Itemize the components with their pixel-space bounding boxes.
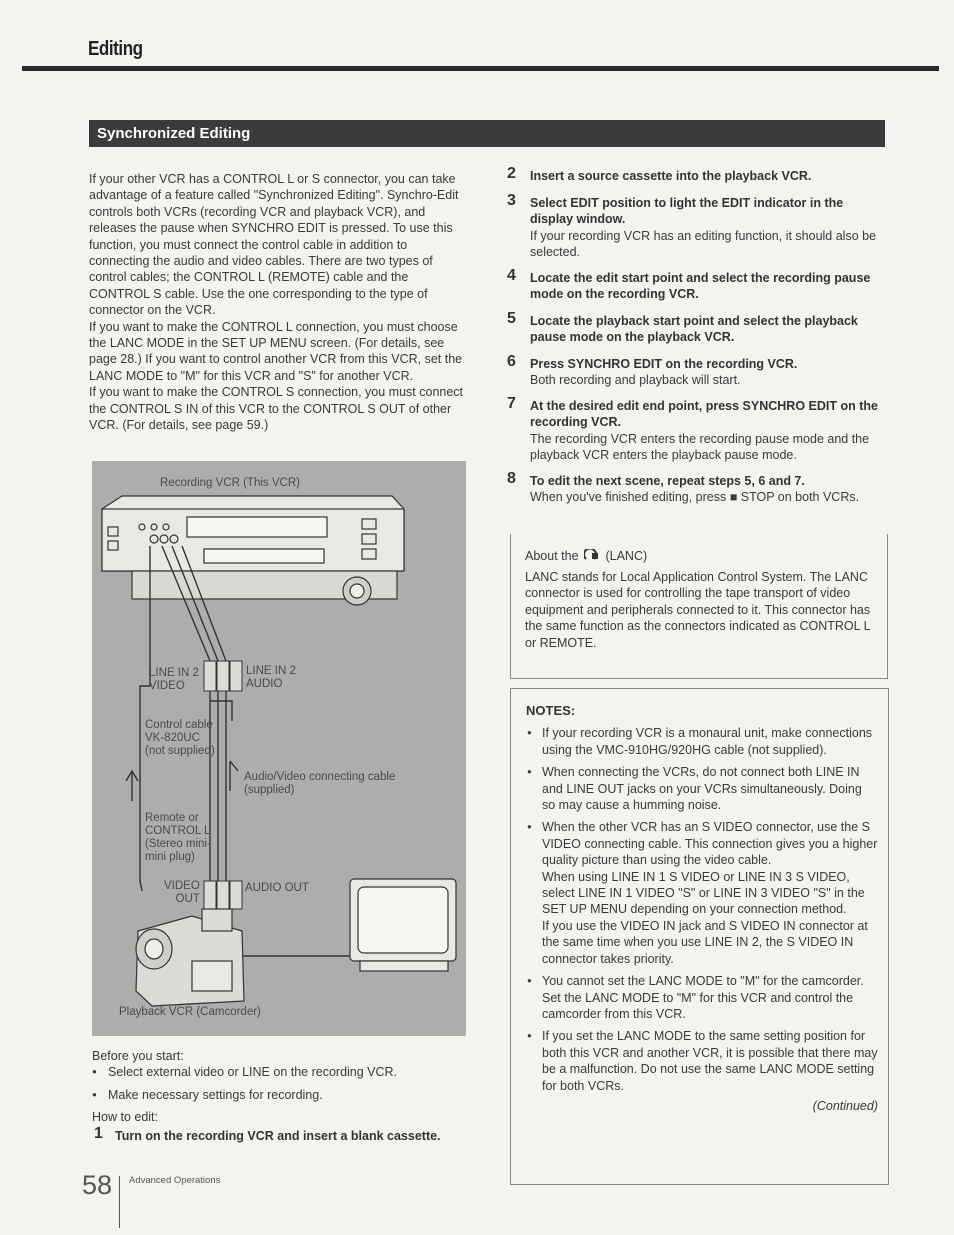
step-2 <box>507 165 887 184</box>
step-title: Press SYNCHRO EDIT on the recording VCR. <box>530 357 798 371</box>
line-in2-video-label <box>149 667 199 693</box>
label-line: AUDIO <box>246 678 283 690</box>
banner-title: Synchronized Editing <box>97 125 251 142</box>
list-item: ● Select external video or LINE on the recording VCR. <box>92 1064 472 1080</box>
label-line: LINE IN 2 <box>246 665 296 677</box>
lanc-heading-post: (LANC) <box>605 549 648 563</box>
step-7 <box>507 395 887 464</box>
label-line: (supplied) <box>244 784 295 796</box>
header-rule <box>22 66 939 71</box>
control-cable-label <box>145 719 215 758</box>
notes-box <box>510 688 889 1185</box>
playback-vcr-label: Playback VCR (Camcorder) <box>119 1006 261 1018</box>
label-line: LINE IN 2 <box>149 667 199 679</box>
step-number: 4 <box>507 267 516 284</box>
notes-title: NOTES: <box>526 703 576 718</box>
arrow-right <box>230 761 238 791</box>
lanc-icon <box>584 549 600 565</box>
camcorder-illustration <box>136 909 244 1006</box>
note-item: ● You cannot set the LANC MODE to "M" for the camcorder. Set the LANC MODE to "M" for this VCR and control the camcorder from this VCR. <box>526 973 878 1022</box>
label-line: Remote or <box>145 812 199 824</box>
page-number: 58 <box>82 1170 113 1200</box>
step-title: Locate the edit start point and select the recording pause mode on the recording VCR. <box>530 271 871 302</box>
label-line: Control cable <box>145 719 213 731</box>
step-8 <box>507 470 887 506</box>
label-line: VK-820UC <box>145 732 200 744</box>
intro-paragraph: If you want to make the CONTROL L connection, you must choose the LANC MODE in the SET UP MENU screen. (For details, see page 28.) If you want to control another VCR from this VCR, set the LANC MODE to "M" for this VCR and "S" for another VCR. <box>89 319 463 383</box>
footer-section: Advanced Operations <box>129 1175 221 1186</box>
lanc-heading <box>525 548 875 565</box>
list-item: ● Make necessary settings for recording. <box>92 1087 472 1103</box>
remote-label <box>145 812 211 864</box>
label-line: CONTROL L <box>145 825 211 837</box>
note-text: When using LINE IN 1 S VIDEO or LINE IN 3 S VIDEO, select LINE IN 1 VIDEO "S" or LINE IN 3 VIDEO "S" in the SET UP MENU depending on your connection method. <box>542 869 865 917</box>
step-title: To edit the next scene, repeat steps 5, 6 and 7. <box>530 474 805 488</box>
step-6 <box>507 353 887 389</box>
note-text: If you use the VIDEO IN jack and S VIDEO IN connector at the same time when you use LINE IN 2, the S VIDEO IN connector takes priority. <box>542 918 868 966</box>
step-title: Turn on the recording VCR and insert a blank cassette. <box>115 1128 441 1143</box>
video-out-label <box>164 880 200 906</box>
howto-heading: How to edit: <box>92 1110 159 1125</box>
step-number: 7 <box>507 395 516 412</box>
recording-vcr-label: Recording VCR (This VCR) <box>160 477 300 489</box>
step-number: 5 <box>507 310 516 327</box>
arrow-left <box>126 771 138 801</box>
note-text: ● When the other VCR has an S VIDEO connector, use the S VIDEO connecting cable. This connection gives you a higher quality picture than using the video cable. <box>542 820 878 868</box>
note-item: ● If you set the LANC MODE to the same setting position for both this VCR and another VCR, it is possible that there may be a malfunction. Do not use the same LANC MODE setting for both VCRs. <box>526 1028 878 1094</box>
intro-text <box>89 171 467 434</box>
section-banner <box>89 120 885 147</box>
step-number: 8 <box>507 470 516 487</box>
label-line: (not supplied) <box>145 745 215 757</box>
label-line: Audio/Video connecting cable <box>244 771 396 783</box>
continued-label: (Continued) <box>812 1098 878 1113</box>
audio-out-label: AUDIO OUT <box>245 882 309 894</box>
step-number: 2 <box>507 165 516 182</box>
note-item <box>526 819 878 967</box>
lanc-text: LANC stands for Local Application Control System. The LANC connector is used for controlling the tape transport of video equipment and peripherals connected to it. This connector has the same function as the connectors indicated as CONTROL L or REMOTE. <box>525 569 871 650</box>
step-3 <box>507 192 887 261</box>
step-text: If your recording VCR has an editing function, it should also be selected. <box>530 228 877 260</box>
step-title: At the desired edit end point, press SYNCHRO EDIT on the recording VCR. <box>530 399 878 430</box>
step-5 <box>507 310 887 346</box>
label-line: OUT <box>175 893 200 905</box>
intro-paragraph: If your other VCR has a CONTROL L or S connector, you can take advantage of a feature called "Synchronized Editing". Synchro-Edit controls both VCRs (recording VCR and playback VCR), and releases the pause when SYNCHRO EDIT is pressed. To use this function, you must connect the control cable in addition to connecting the audio and video cables. There are two types of control cables; the CONTROL L (REMOTE) cable and the CONTROL S cable. Use the one corresponding to the type of connector on the VCR. <box>89 172 459 318</box>
note-item: ● When connecting the VCRs, do not connect both LINE IN and LINE OUT jacks on your VCRs simultaneously. Doing so may cause a humming noise. <box>526 764 878 813</box>
label-line: VIDEO <box>149 680 185 692</box>
label-line: (Stereo mini- <box>145 838 211 850</box>
recording-vcr-illustration <box>102 496 404 605</box>
step-title: Locate the playback start point and select the playback pause mode on the playback VCR. <box>530 314 858 345</box>
monitor-illustration <box>350 879 456 971</box>
step-text: The recording VCR enters the recording pause mode and the playback VCR enters the playback pause mode. <box>530 431 870 463</box>
label-line: VIDEO <box>164 880 200 892</box>
line-in2-audio-label <box>246 665 296 691</box>
before-heading: Before you start: <box>92 1049 184 1063</box>
lanc-heading-pre: About the <box>525 549 579 563</box>
step-4 <box>507 267 887 303</box>
step-text: Both recording and playback will start. <box>530 373 741 388</box>
section-title: Editing <box>88 38 143 60</box>
before-you-start <box>92 1048 472 1144</box>
av-cable-label <box>244 771 395 797</box>
step-title: Insert a source cassette into the playback VCR. <box>530 169 812 183</box>
footer-rule <box>119 1176 120 1228</box>
step-text: When you've finished editing, press ■ STOP on both VCRs. <box>530 490 860 505</box>
step-number: 3 <box>507 192 516 209</box>
connection-diagram <box>92 461 466 1036</box>
step-number: 1 <box>94 1124 103 1142</box>
step-number: 6 <box>507 353 516 370</box>
note-item: ● If your recording VCR is a monaural unit, make connections using the VMC-910HG/920HG cable (not supplied). <box>526 725 878 758</box>
intro-paragraph: If you want to make the CONTROL S connection, you must connect the CONTROL S IN of this VCR to the CONTROL S OUT of other VCR. (For details, see page 59.) <box>89 385 464 433</box>
step-title: Select EDIT position to light the EDIT indicator in the display window. <box>530 196 844 227</box>
step-1 <box>92 1124 472 1144</box>
label-line: mini plug) <box>145 851 195 863</box>
lanc-info-box <box>510 534 888 679</box>
